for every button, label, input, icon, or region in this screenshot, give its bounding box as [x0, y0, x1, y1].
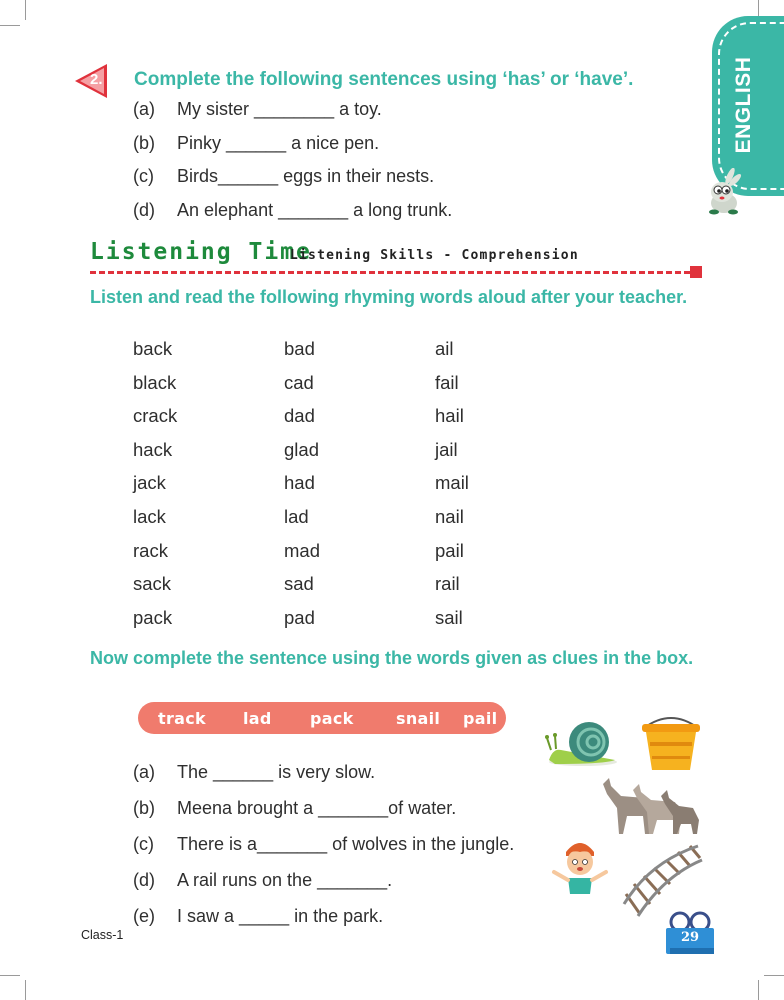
rhyming-word: crack	[133, 405, 178, 427]
rhyming-word: sad	[284, 573, 314, 595]
rhyming-word: rail	[435, 573, 460, 595]
question-text: A rail runs on the _______.	[177, 870, 393, 890]
rhyming-word: lad	[284, 506, 309, 527]
exercise3-instruction: Now complete the sentence using the words given as clues in the box.	[90, 648, 694, 668]
question-label: (b)	[133, 133, 155, 153]
question-label: (c)	[133, 834, 154, 854]
rhyming-word: pail	[435, 539, 464, 561]
rhyming-word: ail	[435, 338, 454, 359]
section-divider-end	[690, 266, 702, 278]
question-text: The ______ is very slow.	[177, 762, 376, 782]
rhyming-word: mail	[435, 472, 469, 494]
bucket-illustration-icon	[638, 714, 704, 772]
rhyming-word: sail	[435, 606, 463, 628]
question-text: An elephant _______ a long trunk.	[177, 200, 453, 220]
rhyming-word: hack	[133, 438, 173, 460]
wolves-illustration-icon	[593, 776, 703, 836]
crop-mark	[0, 25, 20, 26]
crop-mark	[758, 980, 759, 1000]
rhyming-word: bad	[284, 338, 315, 359]
rhyming-word: rack	[133, 539, 168, 561]
snail-illustration-icon	[545, 718, 621, 770]
crop-mark	[0, 975, 20, 976]
question-label: (c)	[133, 166, 154, 186]
rhyming-word: mad	[284, 539, 320, 561]
crop-mark	[25, 0, 26, 20]
rhyming-word: dad	[284, 405, 315, 427]
rhyming-word: hail	[435, 405, 464, 427]
question-text: There is a_______ of wolves in the jungle.	[177, 834, 515, 854]
clue-word: snail	[396, 709, 441, 728]
crop-mark	[764, 975, 784, 976]
rhyming-word: pack	[133, 606, 173, 628]
question-label: (e)	[133, 906, 155, 926]
class-label: Class-1	[81, 928, 124, 942]
question-text: Birds______ eggs in their nests.	[177, 166, 435, 186]
question-text: I saw a _____ in the park.	[177, 906, 384, 926]
question-label: (d)	[133, 870, 155, 890]
section-title: Listening Time	[90, 239, 312, 265]
clue-word: pail	[463, 709, 498, 728]
question-text: Pinky ______ a nice pen.	[177, 133, 380, 153]
rhyming-word: cad	[284, 371, 314, 393]
subject-tab-label: ENGLISH	[732, 56, 755, 154]
clue-word: lad	[243, 709, 272, 728]
section-divider	[90, 271, 690, 274]
rhyming-word: jail	[435, 438, 458, 460]
rhyming-word: sack	[133, 573, 172, 595]
rhyming-word: had	[284, 472, 315, 494]
question-label: (b)	[133, 798, 155, 818]
question-label: (a)	[133, 762, 155, 782]
crop-mark	[25, 980, 26, 1000]
listening-instruction: Listen and read the following rhyming words aloud after your teacher.	[90, 287, 688, 307]
section-subtitle: Listening Skills - Comprehension	[290, 248, 579, 263]
boy-illustration-icon	[550, 838, 610, 896]
question-text: My sister ________ a toy.	[177, 99, 382, 119]
rhyming-word: back	[133, 338, 173, 359]
exercise2-instruction: Complete the following sentences using ‘has’ or ‘have’.	[134, 69, 634, 90]
question-text: Meena brought a _______of water.	[177, 798, 457, 818]
rhyming-word: nail	[435, 506, 464, 527]
question-label: (a)	[133, 99, 155, 119]
rhyming-word: black	[133, 371, 177, 393]
question-label: (d)	[133, 200, 155, 220]
clue-word: pack	[310, 709, 354, 728]
clue-word: track	[158, 709, 206, 728]
page-number: 29	[680, 930, 700, 945]
rhyming-word: fail	[435, 371, 459, 393]
rhyming-word: glad	[284, 438, 319, 460]
bunny-mascot-icon	[702, 168, 752, 218]
exercise-number: 2.	[90, 71, 103, 88]
rhyming-word: jack	[133, 472, 166, 494]
rhyming-word: pad	[284, 606, 315, 628]
rhyming-word: lack	[133, 506, 166, 527]
